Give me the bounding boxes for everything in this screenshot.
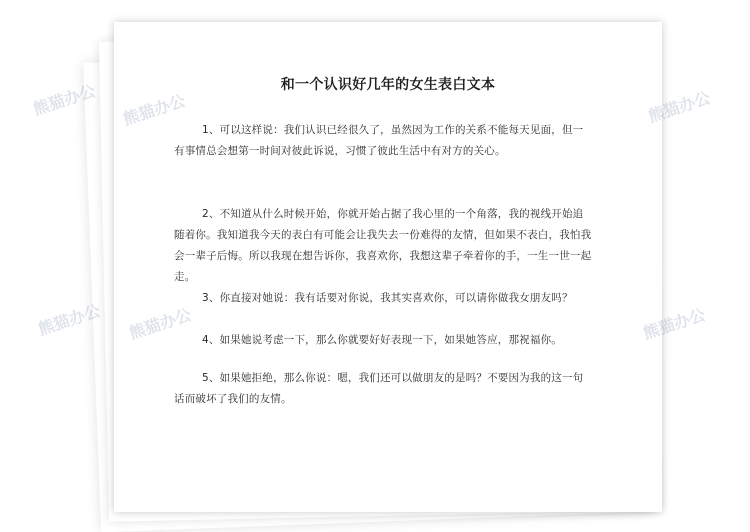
paragraph-5: 5、如果她拒绝，那么你说：嗯，我们还可以做朋友的是吗？不要因为我的这一句话而破坏了我们的友情。 (174, 372, 584, 405)
watermark: 熊猫办公 (35, 301, 103, 339)
paragraph-3: 3、你直接对她说：我有话要对你说，我其实喜欢你，可以请你做我女朋友吗？ (202, 292, 573, 304)
document-content (114, 22, 662, 512)
paragraph-2: 2、不知道从什么时候开始，你就开始占据了我心里的一个角落，我的视线开始追随着你。我知道我今天的表白有可能会让我失去一份难得的友情，但如果不表白，我怕我会一辈子后悔。所以我现在想告诉你，我喜欢你，我想这辈子牵着你的手，一生一世一起走。 (174, 208, 592, 283)
watermark: 熊猫办公 (30, 81, 98, 119)
watermark: 熊猫办公 (645, 88, 713, 126)
document-page (114, 22, 662, 512)
document-title: 和一个认识好几年的女生表白文本 (280, 77, 496, 93)
paragraph-1: 1、可以这样说：我们认识已经很久了，虽然因为工作的关系不能每天见面，但一有事情总会想第一时间对彼此诉说，习惯了彼此生活中有对方的关心。 (174, 124, 584, 157)
paragraph-4: 4、如果她说考虑一下，那么你就要好好表现一下，如果她答应，那祝福你。 (202, 334, 562, 346)
watermark: 熊猫办公 (640, 305, 708, 343)
